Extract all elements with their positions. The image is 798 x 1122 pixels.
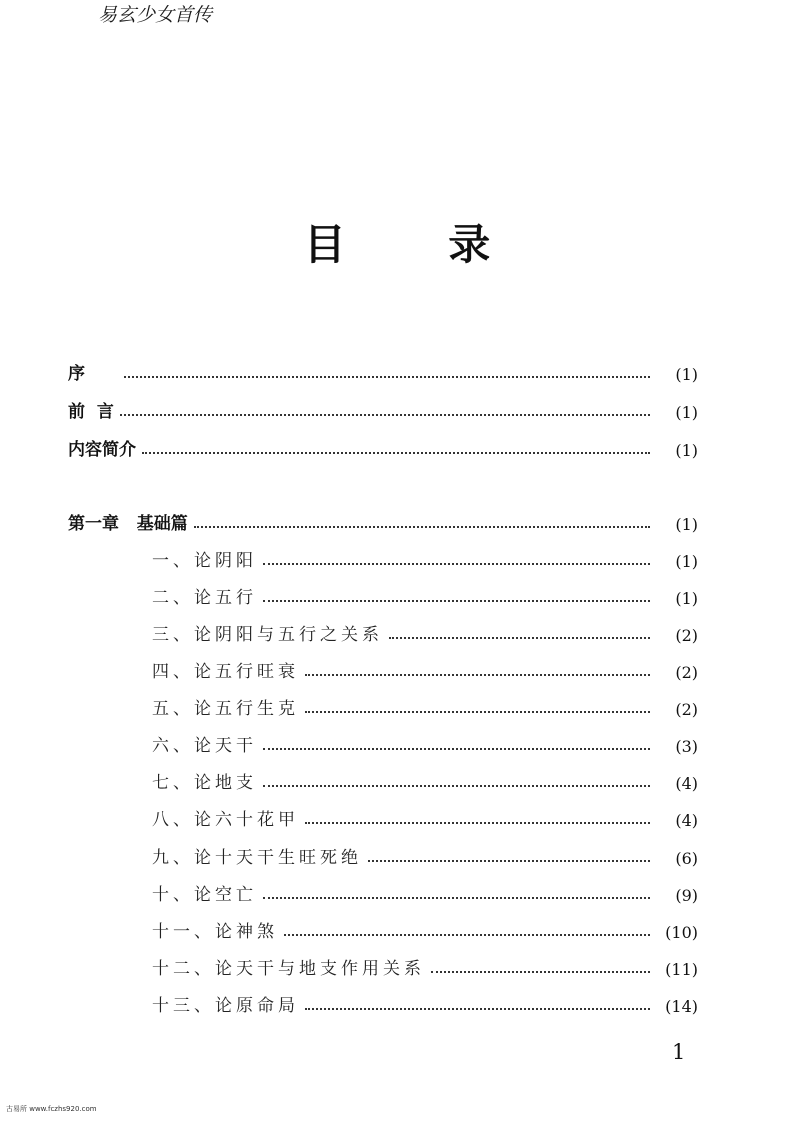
book-title-header: 易玄少女首传 — [98, 4, 213, 26]
dot-leader — [305, 1007, 650, 1010]
dot-leader — [263, 896, 650, 899]
toc-entry-chapter-1[interactable] — [68, 504, 698, 534]
toc-entry-page: (1) — [675, 552, 698, 571]
toc-entry-section[interactable] — [152, 652, 698, 682]
toc-entry-section[interactable] — [152, 986, 698, 1016]
page-title: 目 录 — [303, 220, 535, 269]
dot-leader — [194, 525, 650, 528]
toc-entry-label: 一、论阴阳 — [152, 551, 257, 571]
toc-entry-summary[interactable] — [68, 430, 698, 460]
toc-entry-page: (1) — [675, 515, 698, 534]
toc-entry-section[interactable] — [152, 949, 698, 979]
toc-entry-label: 六、论天干 — [152, 736, 257, 756]
dot-leader — [431, 970, 650, 973]
toc-entry-page: (14) — [665, 997, 698, 1016]
toc-entry-section[interactable] — [152, 615, 698, 645]
dot-leader — [305, 710, 650, 713]
page-number: 1 — [672, 1040, 686, 1064]
toc-entry-page: (1) — [675, 365, 698, 384]
dot-leader — [305, 673, 650, 676]
toc-entry-section[interactable] — [152, 912, 698, 942]
toc-entry-label: 十、论空亡 — [152, 885, 257, 905]
toc-entry-section[interactable] — [152, 875, 698, 905]
toc-entry-page: (1) — [675, 589, 698, 608]
toc-entry-label: 十二、论天干与地支作用关系 — [152, 959, 425, 979]
toc-entry-label: 十一、论神煞 — [152, 922, 278, 942]
toc-entry-preface[interactable] — [68, 354, 698, 384]
toc-entry-page: (4) — [675, 774, 698, 793]
dot-leader — [120, 413, 650, 416]
toc-entry-page: (3) — [675, 737, 698, 756]
toc-entry-section[interactable] — [152, 838, 698, 868]
toc-entry-section[interactable] — [152, 541, 698, 571]
toc-entry-label: 十三、论原命局 — [152, 996, 299, 1016]
toc-entry-label: 三、论阴阳与五行之关系 — [152, 625, 383, 645]
dot-leader — [368, 859, 650, 862]
toc-entry-label: 九、论十天干生旺死绝 — [152, 848, 362, 868]
toc-entry-label: 八、论六十花甲 — [152, 810, 299, 830]
dot-leader — [263, 784, 650, 787]
toc-entry-page: (2) — [675, 663, 698, 682]
toc-entry-label: 内容简介 — [68, 440, 136, 460]
toc-entry-label: 序 — [68, 364, 85, 384]
toc-entry-label: 第一章 基础篇 — [68, 514, 188, 534]
toc-entry-section[interactable] — [152, 763, 698, 793]
toc-entry-section[interactable] — [152, 726, 698, 756]
toc-entry-section[interactable] — [152, 800, 698, 830]
toc-entry-page: (2) — [675, 626, 698, 645]
dot-leader — [263, 747, 650, 750]
toc-entry-foreword[interactable] — [68, 392, 698, 422]
toc-entry-label: 二、论五行 — [152, 588, 257, 608]
toc-entry-label: 四、论五行旺衰 — [152, 662, 299, 682]
toc-entry-label: 七、论地支 — [152, 773, 257, 793]
site-watermark: 古易所 www.fczhs920.com — [6, 1105, 97, 1113]
dot-leader — [142, 451, 650, 454]
toc-entry-page: (1) — [675, 403, 698, 422]
dot-leader — [305, 821, 650, 824]
toc-entry-page: (2) — [675, 700, 698, 719]
toc-entry-page: (1) — [675, 441, 698, 460]
toc-entry-label: 五、论五行生克 — [152, 699, 299, 719]
toc-entry-page: (6) — [675, 849, 698, 868]
toc-entry-section[interactable] — [152, 689, 698, 719]
dot-leader — [284, 933, 650, 936]
dot-leader — [263, 562, 650, 565]
toc-entry-page: (4) — [675, 811, 698, 830]
toc-entry-page: (9) — [675, 886, 698, 905]
dot-leader — [124, 375, 650, 378]
toc-entry-section[interactable] — [152, 578, 698, 608]
dot-leader — [263, 599, 650, 602]
toc-entry-page: (10) — [665, 923, 698, 942]
dot-leader — [389, 636, 650, 639]
toc-entry-page: (11) — [665, 960, 698, 979]
toc-entry-label: 前 言 — [68, 402, 114, 422]
